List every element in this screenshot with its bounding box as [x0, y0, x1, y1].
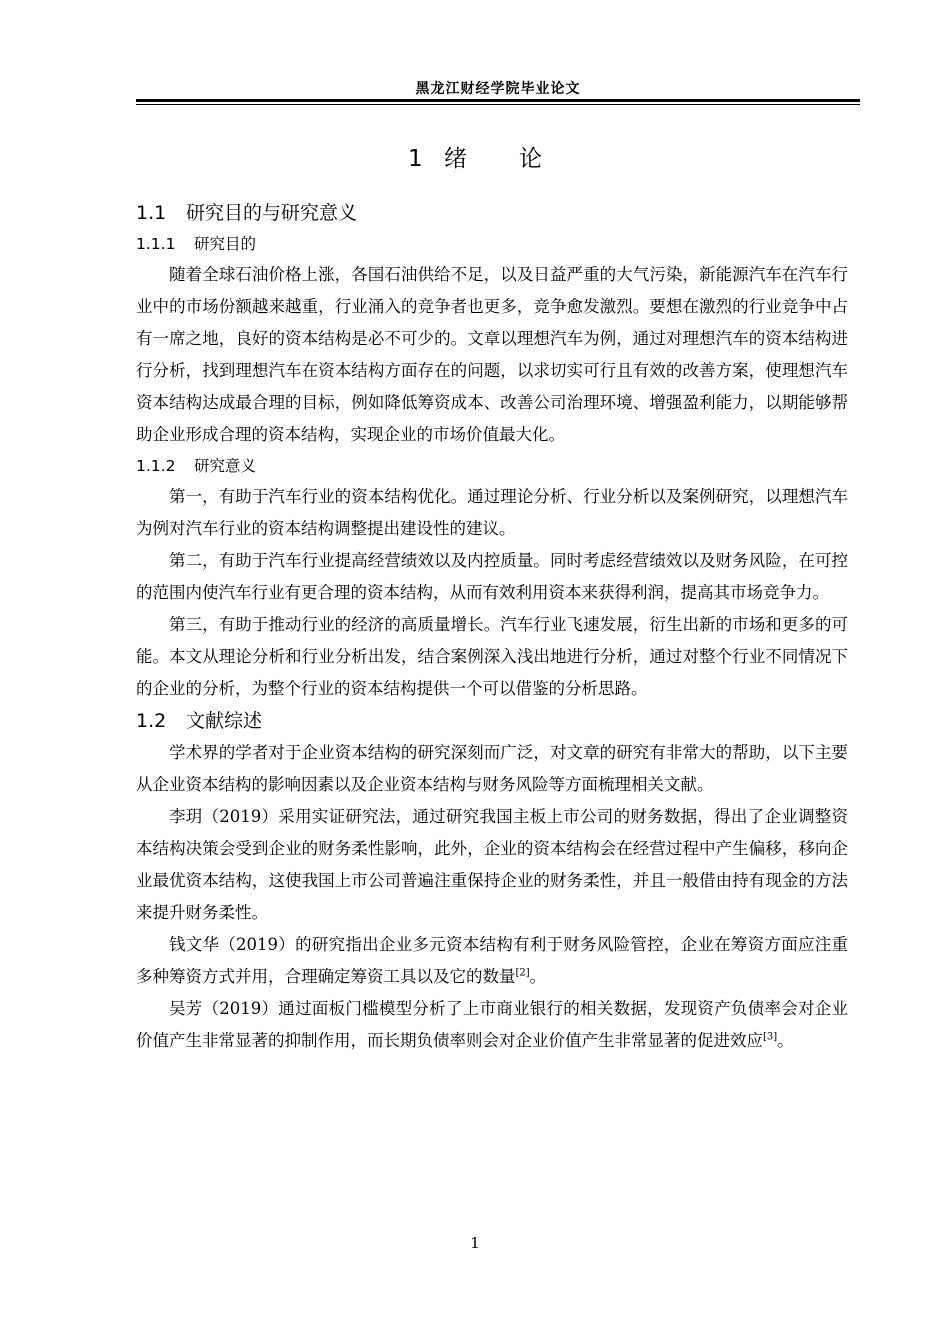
paragraph	[136, 929, 848, 993]
section-heading-1-2	[136, 705, 848, 737]
chapter-title-char-1: 绪	[443, 146, 467, 172]
section-title: 文献综述	[186, 710, 263, 732]
paragraph-end: 。	[529, 967, 547, 986]
paragraph-end: 。	[777, 1031, 794, 1050]
subsection-title: 研究意义	[194, 457, 257, 475]
chapter-title-char-2: 论	[518, 146, 542, 172]
chapter-number: 1	[408, 146, 423, 172]
paragraph	[136, 993, 848, 1057]
paragraph-text: 钱文华（2019）的研究指出企业多元资本结构有利于财务风险管控，企业在筹资方面应注重多种筹资方式并用，合理确定筹资工具以及它的数量	[136, 935, 848, 986]
subsection-heading-1-1-2	[136, 451, 848, 481]
paragraph: 第三，有助于推动行业的经济的高质量增长。汽车行业飞速发展，衍生出新的市场和更多的可能。本文从理论分析和行业分析出发，结合案例深入浅出地进行分析，通过对整个行业不同情况下的企业的分析，为整个行业的资本结构提供一个可以借鉴的分析思路。	[136, 615, 848, 698]
page-header-title: 黑龙江财经学院毕业论文	[415, 81, 581, 97]
header-rule-thin	[136, 104, 860, 105]
paragraph: 第一，有助于汽车行业的资本结构优化。通过理论分析、行业分析以及案例研究，以理想汽车为例对汽车行业的资本结构调整提出建设性的建议。	[136, 487, 848, 538]
subsection-title: 研究目的	[194, 235, 257, 253]
subsection-heading-1-1-1	[136, 229, 848, 259]
section-number: 1.2	[136, 710, 167, 732]
paragraph-text: 吴芳（2019）通过面板门槛模型分析了上市商业银行的相关数据，发现资产负债率会对企业价值产生非常显著的抑制作用，而长期负债率则会对企业价值产生非常显著的促进效应	[136, 999, 848, 1050]
subsection-number: 1.1.2	[136, 457, 176, 475]
paragraph: 随着全球石油价格上涨，各国石油供给不足，以及日益严重的大气污染，新能源汽车在汽车行业中的市场份额越来越重，行业涌入的竞争者也更多，竞争愈发激烈。要想在激烈的行业竞争中占有一席之地，良好的资本结构是必不可少的。文章以理想汽车为例，通过对理想汽车的资本结构进行分析，找到理想汽车在资本结构方面存在的问题，以求切实可行且有效的改善方案，使理想汽车资本结构达成最合理的目标，例如降低筹资成本、改善公司治理环境、增强盈利能力，以期能够帮助企业形成合理的资本结构，实现企业的市场价值最大化。	[136, 265, 848, 444]
section-title: 研究目的与研究意义	[186, 202, 358, 224]
header-rule-thick	[136, 99, 860, 102]
citation-ref: [3]	[763, 1031, 778, 1043]
paragraph: 第二，有助于汽车行业提高经营绩效以及内控质量。同时考虑经营绩效以及财务风险，在可控的范围内使汽车行业有更合理的资本结构，从而有效利用资本来获得利润，提高其市场竞争力。	[136, 551, 848, 602]
page-number: 1	[470, 1234, 480, 1252]
citation-ref: [2]	[515, 967, 530, 979]
paragraph: 李玥（2019）采用实证研究法，通过研究我国主板上市公司的财务数据，得出了企业调整资本结构决策会受到企业的财务柔性影响，此外，企业的资本结构会在经营过程中产生偏移，移向企业最优资本结构，这使我国上市公司普遍注重保持企业的财务柔性，并且一般借由持有现金的方法来提升财务柔性。	[136, 807, 848, 922]
section-heading-1-1	[136, 197, 848, 229]
section-number: 1.1	[136, 202, 167, 224]
paragraph: 学术界的学者对于企业资本结构的研究深刻而广泛，对文章的研究有非常大的帮助，以下主要从企业资本结构的影响因素以及企业资本结构与财务风险等方面梳理相关文献。	[136, 743, 848, 794]
chapter-title	[0, 140, 950, 173]
page-body	[136, 197, 848, 1057]
subsection-number: 1.1.1	[136, 235, 176, 253]
